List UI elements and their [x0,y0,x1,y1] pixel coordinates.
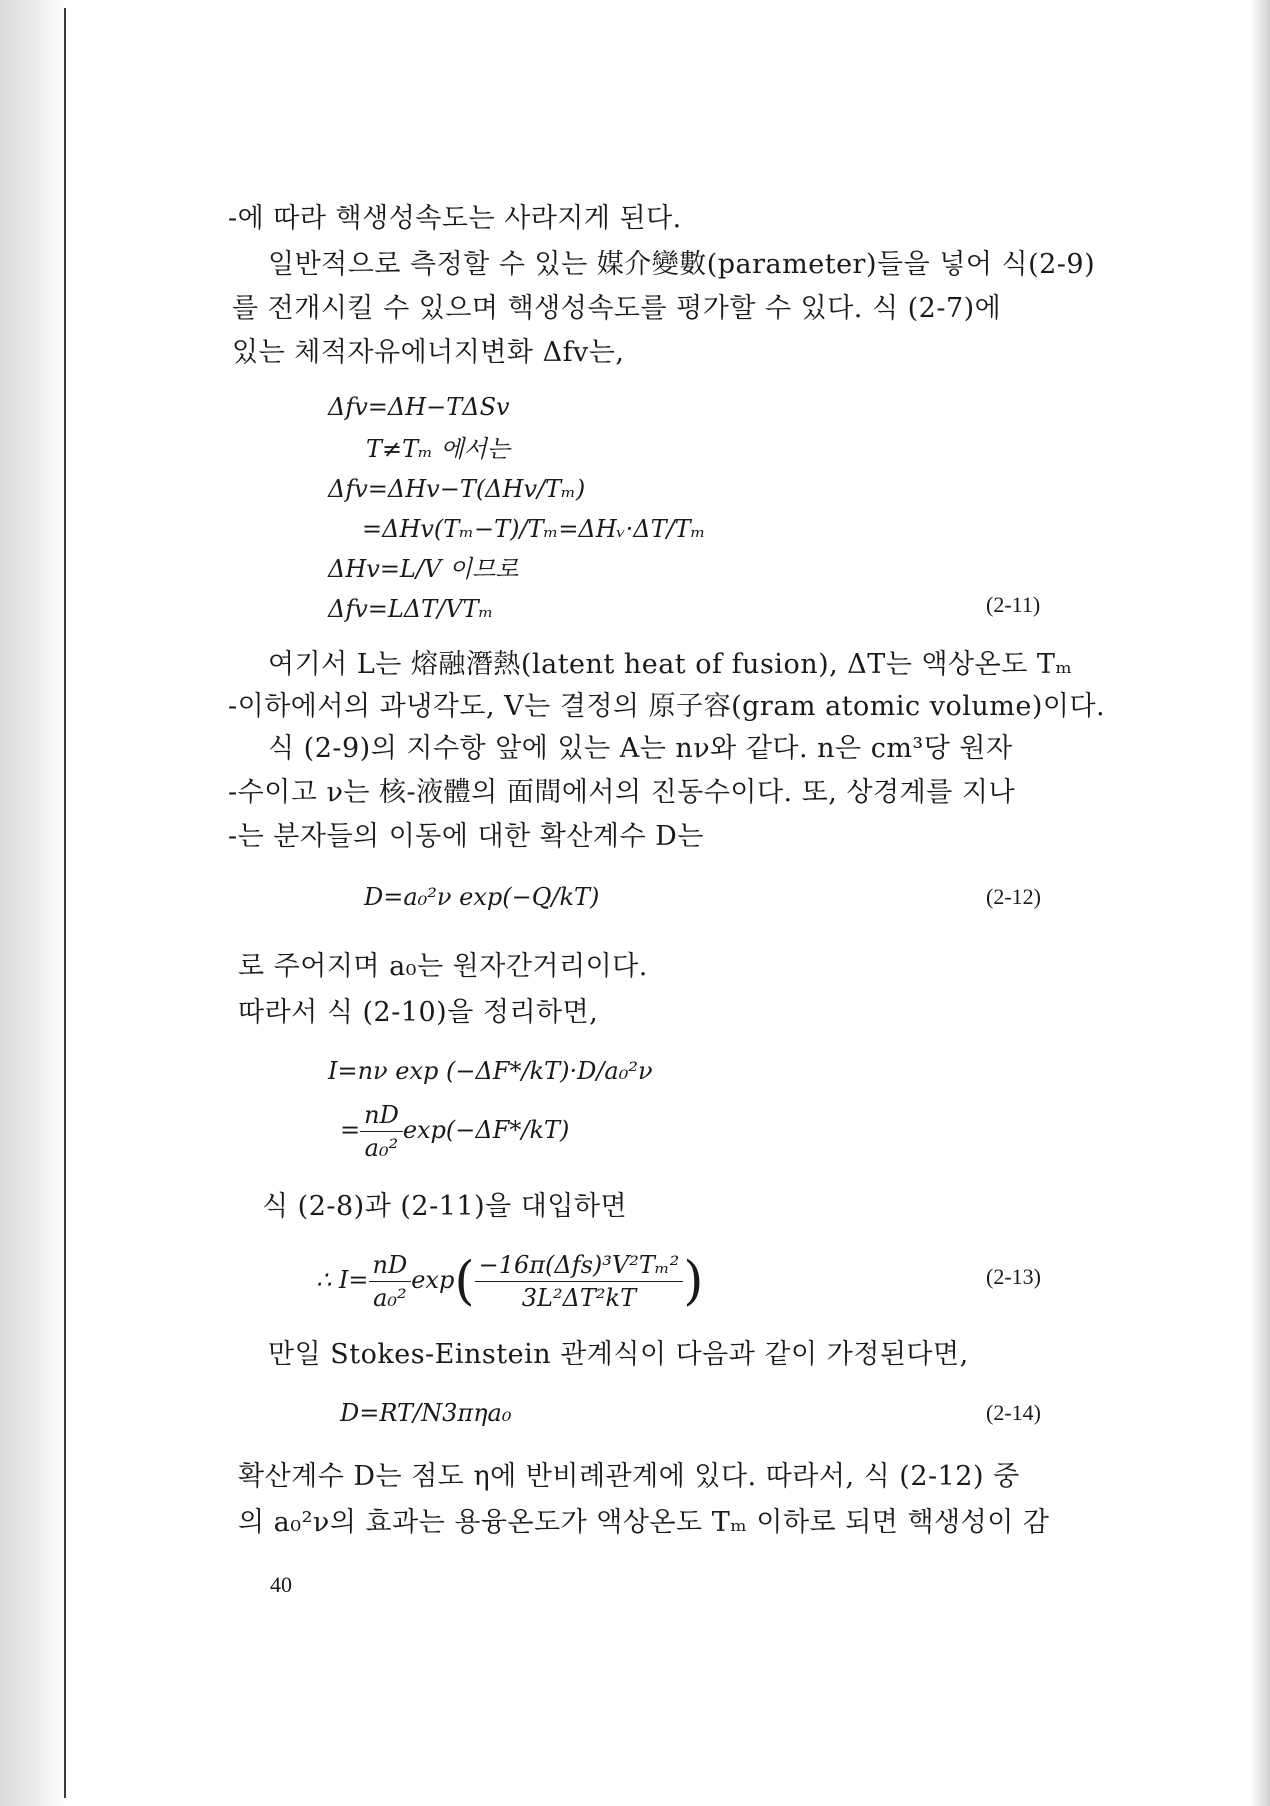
equation-line: Δfv=ΔH−TΔSv [328,393,510,421]
fraction-denominator: 3L²ΔT²kT [521,1284,637,1312]
fraction-denominator: a₀² [364,1134,399,1162]
left-paren: ( [454,1251,475,1312]
fraction-numerator: −16π(Δfs)³V²Tₘ² [475,1250,684,1282]
fraction-numerator: nD [369,1250,412,1282]
fraction [475,1250,684,1313]
text-line: 일반적으로 측정할 수 있는 媒介變數(parameter)들을 넣어 식(2-9) [268,249,1096,280]
text-line: 따라서 식 (2-10)을 정리하면, [238,997,599,1028]
equation-number: (2-12) [986,884,1041,909]
equation-line: ΔHv=L/V 이므로 [328,555,519,583]
text-line: 있는 체적자유에너지변화 Δfv는, [232,337,625,368]
text-line: 식 (2-8)과 (2-11)을 대입하면 [262,1191,628,1222]
text-line: -수이고 ν는 核-液體의 面間에서의 진동수이다. 또, 상경계를 지나 [228,777,1016,808]
equation-line: I=nν exp (−ΔF*/kT)·D/a₀²ν [328,1057,653,1085]
text-line: 를 전개시킬 수 있으며 핵생성속도를 평가할 수 있다. 식 (2-7)에 [232,293,1002,324]
text-line: 로 주어지며 a₀는 원자간거리이다. [238,951,648,982]
equation-number: (2-14) [986,1400,1041,1425]
eq-exp: exp [411,1266,455,1294]
fraction [360,1100,403,1163]
fraction-denominator: a₀² [373,1284,407,1312]
equation-line: Δfv=ΔHv−T(ΔHv/Tₘ) [328,475,586,503]
equation-number: (2-11) [986,592,1041,617]
right-paren: ) [683,1251,704,1312]
text-line: 식 (2-9)의 지수항 앞에 있는 A는 nν와 같다. n은 cm³당 원자 [268,733,1013,764]
equation-2-11: Δfv=LΔT/VTₘ [328,595,494,623]
equation-line: =ΔHv(Tₘ−T)/Tₘ=ΔHᵥ·ΔT/Tₘ [362,515,706,543]
fraction [369,1250,412,1313]
equation-number: (2-13) [986,1264,1041,1289]
text-line: 확산계수 D는 점도 η에 반비례관계에 있다. 따라서, 식 (2-12) 중 [238,1461,1020,1492]
text-line: 여기서 L는 熔融潛熱(latent heat of fusion), ΔT는 액상온도 Tₘ [268,649,1073,680]
fraction-numerator: nD [360,1100,403,1132]
page-number: 40 [270,1572,292,1597]
text-line: -에 따라 핵생성속도는 사라지게 된다. [228,203,682,234]
equation-2-12: D=a₀²ν exp(−Q/kT) [364,883,600,911]
eq-suffix: exp(−ΔF*/kT) [402,1116,570,1144]
equation-line: T≠Tₘ 에서는 [366,435,511,463]
equation-2-13 [316,1250,704,1313]
eq-prefix: = [340,1116,361,1144]
text-line: 의 a₀²ν의 효과는 용융온도가 액상온도 Tₘ 이하로 되면 핵생성이 감 [238,1507,1050,1538]
eq-prefix: ∴ I= [316,1266,369,1294]
text-line: -는 분자들의 이동에 대한 확산계수 D는 [228,821,704,852]
equation-line [340,1100,569,1163]
text-line: -이하에서의 과냉각도, V는 결정의 原子容(gram atomic volume)이다. [228,691,1106,722]
equation-2-14: D=RT/N3πηa₀ [340,1399,512,1427]
text-line: 만일 Stokes-Einstein 관계식이 다음과 같이 가정된다면, [268,1339,969,1370]
